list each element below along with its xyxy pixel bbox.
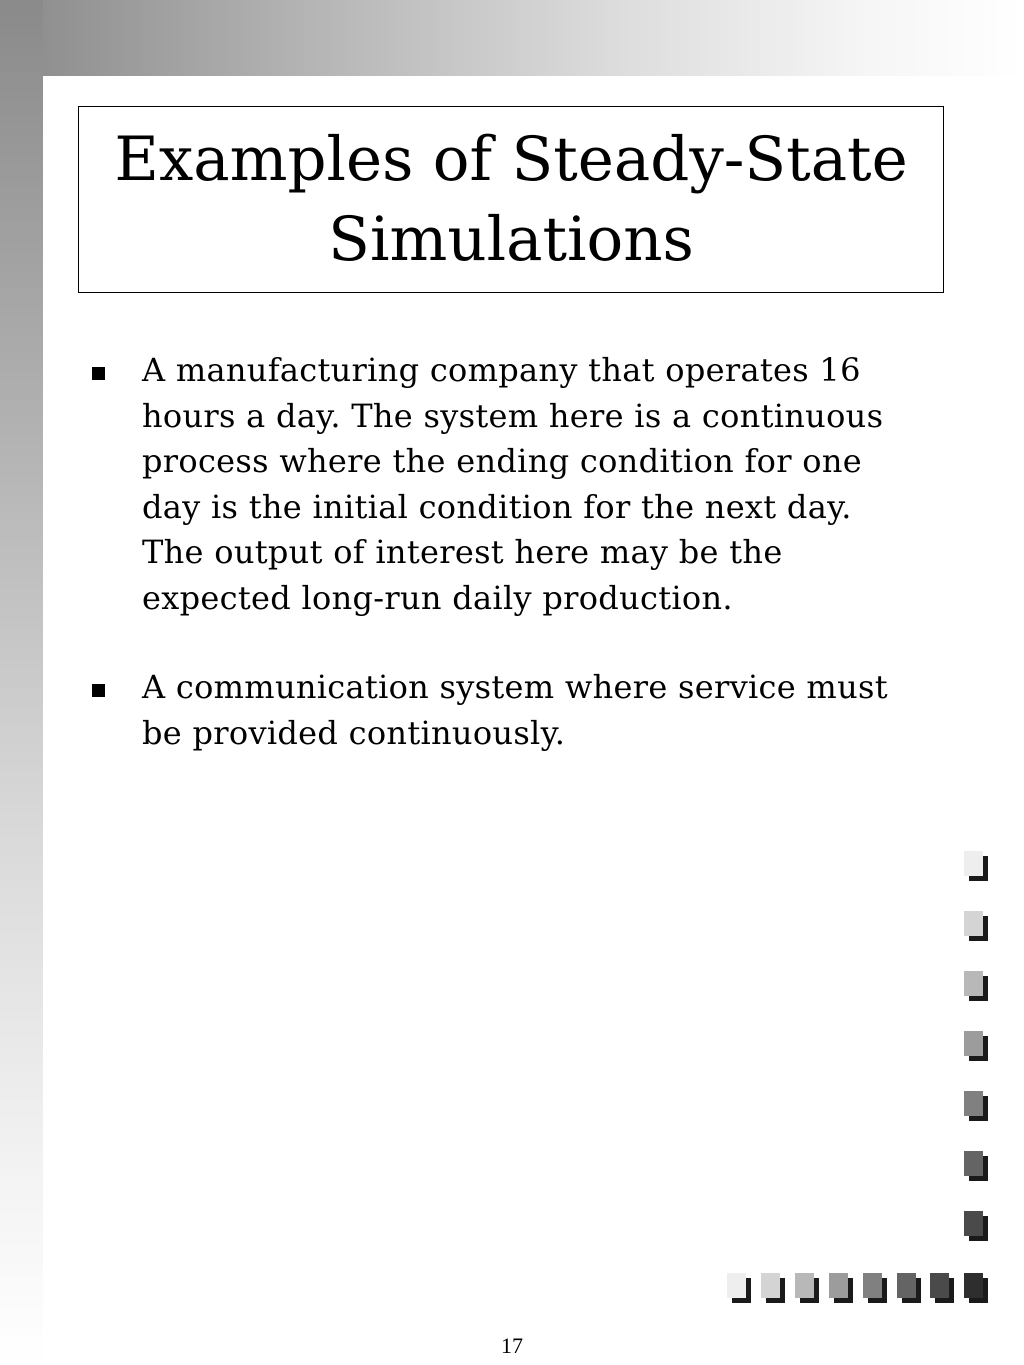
square-bullet-icon xyxy=(92,367,105,380)
decorative-square-icon xyxy=(761,1273,780,1298)
decorative-square-icon xyxy=(930,1273,949,1298)
list-item xyxy=(92,665,922,756)
decorative-square-icon xyxy=(964,971,983,996)
page-number: 17 xyxy=(501,1333,523,1358)
slide-frame-left xyxy=(0,0,43,1365)
slide-frame-top xyxy=(0,0,1024,76)
decorative-square-icon xyxy=(964,1091,983,1116)
square-bullet-icon xyxy=(92,684,105,697)
decorative-square-icon xyxy=(964,1273,983,1298)
decorative-square-icon xyxy=(897,1273,916,1298)
decorative-square-icon xyxy=(795,1273,814,1298)
slide-title: Examples of Steady-State Simulations xyxy=(114,123,908,275)
bullet-text: A communication system where service must be provided continuously. xyxy=(142,668,888,752)
list-item xyxy=(92,348,922,621)
decorative-square-icon xyxy=(964,1031,983,1056)
decorative-square-icon xyxy=(964,1151,983,1176)
decorative-square-icon xyxy=(829,1273,848,1298)
decorative-square-icon xyxy=(964,1211,983,1236)
title-box xyxy=(78,106,944,293)
bullet-list xyxy=(92,348,922,800)
decorative-square-icon xyxy=(964,911,983,936)
bullet-text: A manufacturing company that operates 16 hours a day. The system here is a continuous process where the ending condition for one day is the initial condition for the next day. The output of interest here may be the expected long-run daily production. xyxy=(142,351,884,617)
decorative-square-icon xyxy=(863,1273,882,1298)
decorative-square-icon xyxy=(964,851,983,876)
decorative-square-icon xyxy=(727,1273,746,1298)
